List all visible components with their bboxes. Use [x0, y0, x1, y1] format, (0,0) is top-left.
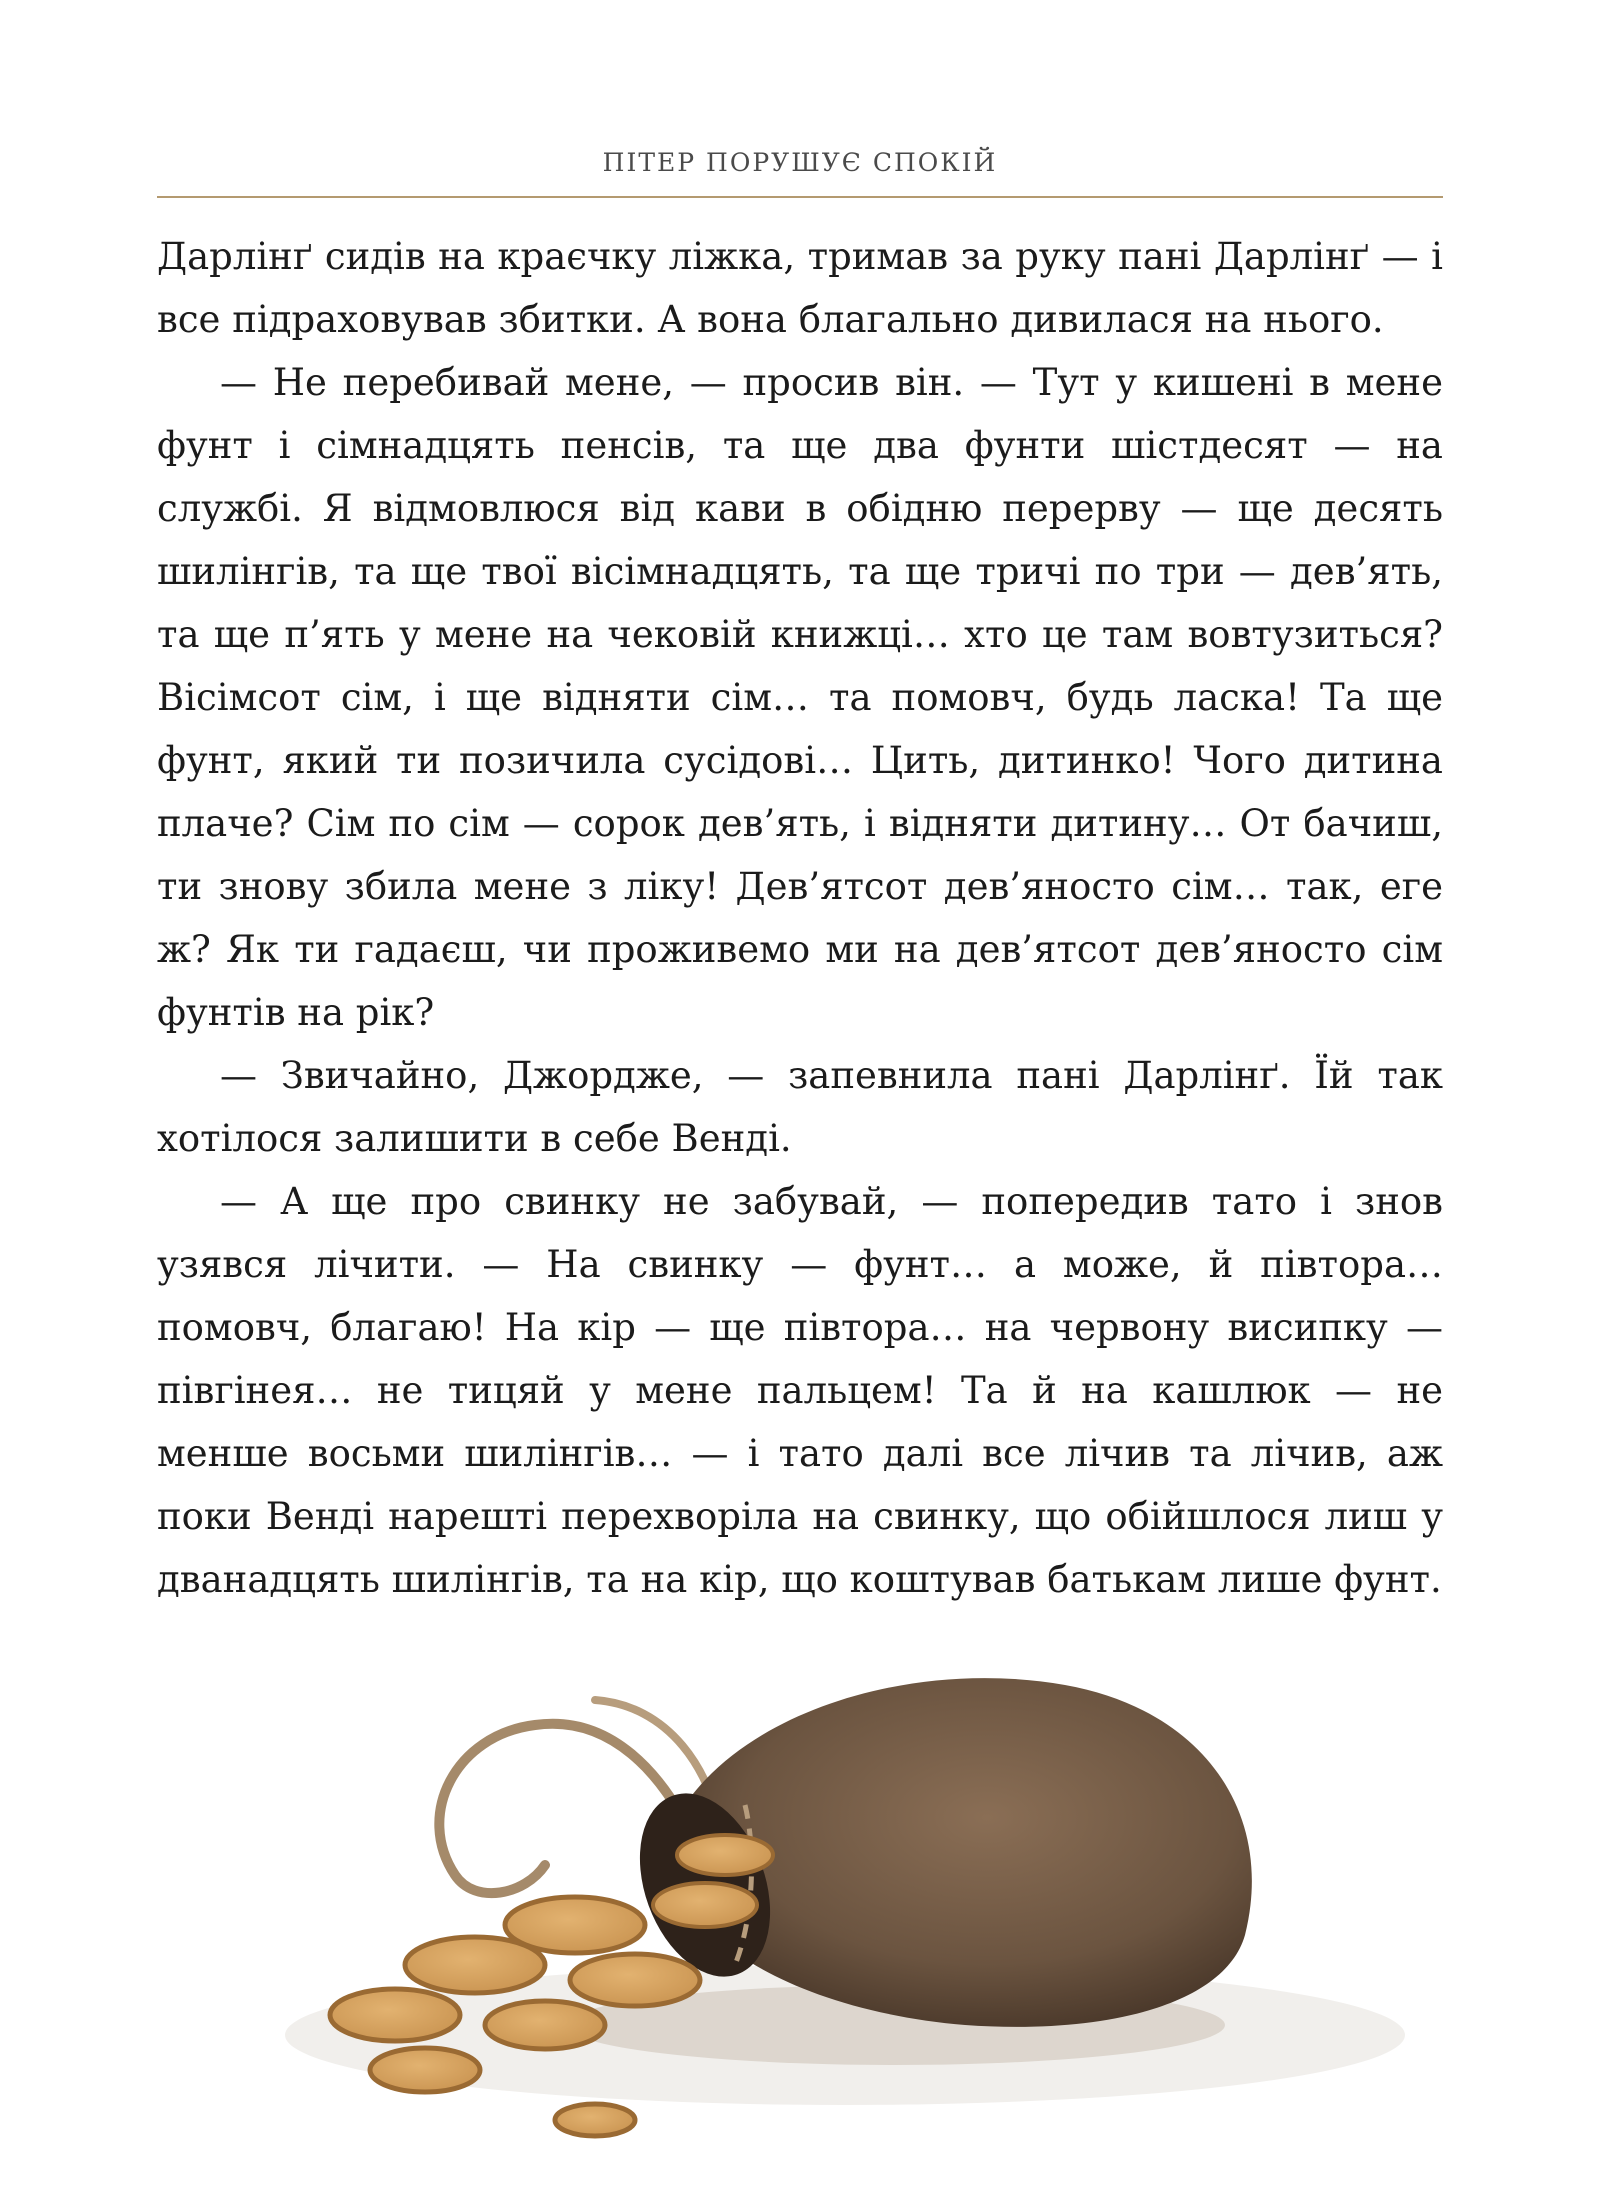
page-text: [157, 225, 1443, 1611]
paragraph-3: — Звичайно, Джордже, — запевнила пані Дарлінґ. Їй так хотілося залишити в себе Венді.: [157, 1054, 1443, 1160]
paragraph-1: Дарлінґ сидів на краєчку ліжка, тримав за руку пані Дарлінґ — і все підраховував збитки. А вона благально дивилася на нього.: [157, 235, 1443, 341]
coin: [653, 1883, 757, 1927]
paragraph-2: — Не перебивай мене, — просив він. — Тут у кишені в мене фунт і сімнадцять пенсів, та ще два фунти шістдесят — на службі. Я відмовлюся від кави в обідню перерву — ще десять шилінгів, та ще твої вісімнадцять, та ще тричі по три — дев’ять, та ще п’ять у мене на чековій книжці… хто це там вовтузиться? Вісімсот сім, і ще відняти сім… та помовч, будь ласка! Та ще фунт, який ти позичила сусідові… Цить, дитинко! Чого дитина плаче? Сім по сім — сорок дев’ять, і відняти дитину… От бачиш, ти знову збила мене з ліку! Дев’ятсот дев’яносто сім… так, еге ж? Як ти гадаєш, чи проживемо ми на дев’ятсот дев’яносто сім фунтів на рік?: [157, 361, 1443, 1034]
coin: [555, 2104, 635, 2136]
coin: [405, 1937, 545, 1993]
running-head-title: ПІТЕР ПОРУШУЄ СПОКІЙ: [602, 148, 998, 177]
coin: [330, 1989, 460, 2041]
money-bag-illustration: [285, 1615, 1415, 2175]
coin: [677, 1835, 773, 1875]
coin: [570, 1954, 700, 2006]
coin: [370, 2048, 480, 2092]
header-divider: [157, 196, 1443, 198]
paragraph-4: — А ще про свинку не забувай, — попередив тато і знов узявся лічити. — На свинку — фунт… а може, й півтора… помовч, благаю! На кір — ще півтора… на червону висипку — півгінея… не тицяй у мене пальцем! Та й на кашлюк — не менше восьми шилінгів… — і тато далі все лічив та лічив, аж поки Венді нарешті перехворіла на свинку, що обійшлося лиш у дванадцять шилінгів, та на кір, що коштував батькам лише фунт.: [157, 1180, 1443, 1601]
coin: [485, 2001, 605, 2049]
